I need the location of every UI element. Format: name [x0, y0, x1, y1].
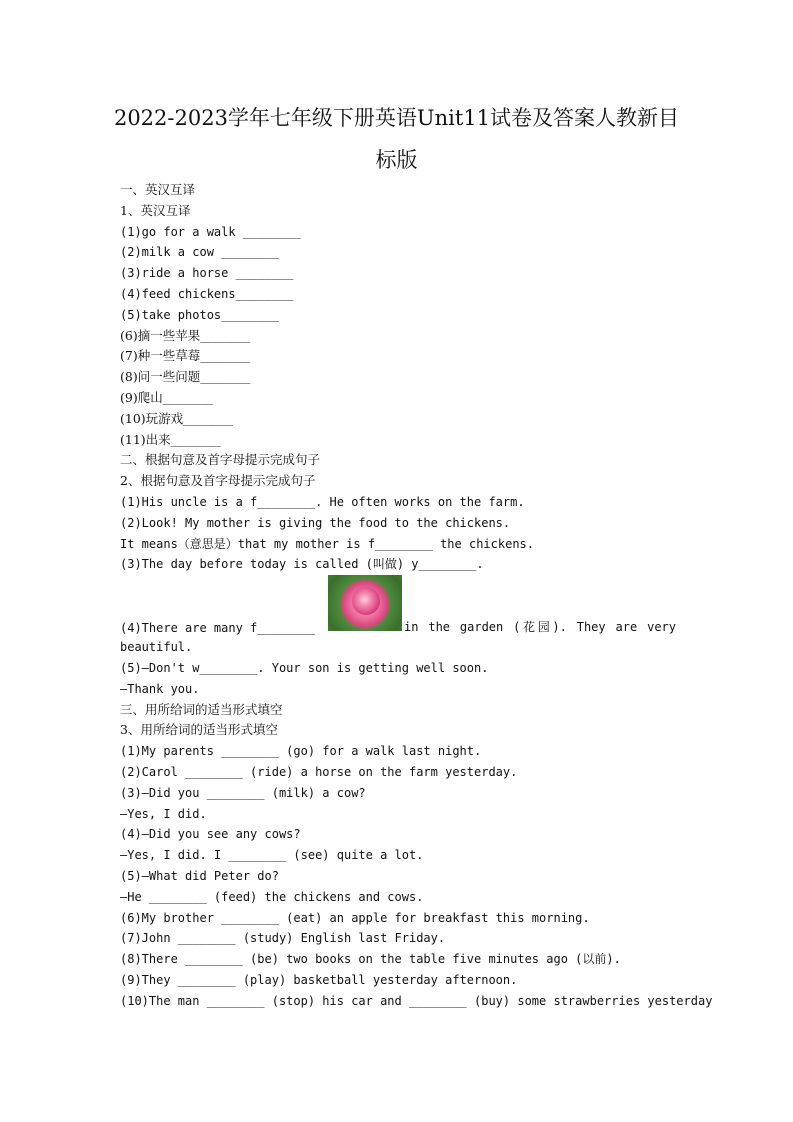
question-line: (3)The day before today is called (叫做) y________.: [120, 557, 484, 572]
question-line: (3)ride a horse ________: [120, 266, 294, 281]
question-line: (5)—What did Peter do?: [120, 868, 279, 883]
question-line: (5)—Don't w________. Your son is getting well soon.: [120, 660, 489, 675]
question-heading: 2、根据句意及首字母提示完成句子: [120, 473, 316, 489]
question-line: (6)摘一些苹果________: [120, 327, 251, 343]
rose-image: [328, 575, 402, 631]
question-line: (4)—Did you see any cows?: [120, 827, 301, 842]
question-line: (9)They ________ (play) basketball yesterday afternoon.: [120, 972, 518, 987]
question-text-left: (4)There are many f________: [120, 621, 316, 636]
question-line: —Yes, I did. I ________ (see) quite a lot.: [120, 848, 424, 863]
question-line: (10)玩游戏________: [120, 410, 234, 426]
question-line: (5)take photos________: [120, 307, 279, 322]
question-line: beautiful.: [120, 640, 193, 655]
question-line: (1)My parents ________ (go) for a walk last night.: [120, 744, 482, 759]
section-heading: 一、英汉互译: [120, 182, 196, 197]
question-line: (9)爬山________: [120, 389, 213, 405]
section-heading: 二、根据句意及首字母提示完成句子: [120, 452, 321, 468]
question-line: (8)问一些问题________: [120, 369, 251, 385]
question-line: (6)My brother ________ (eat) an apple for breakfast this morning.: [120, 910, 590, 925]
question-line: (8)There ________ (be) two books on the table five minutes ago (以前).: [120, 952, 621, 967]
question-line: It means（意思是）that my mother is f________ the chickens.: [120, 536, 535, 551]
question-line: (2)milk a cow ________: [120, 245, 279, 260]
question-line: —Yes, I did.: [120, 806, 207, 821]
title-line-2: 标版: [375, 148, 418, 172]
question-body: [120, 180, 713, 1011]
question-line: (10)The man ________ (stop) his car and ________ (buy) some strawberries yesterday: [120, 993, 713, 1008]
question-line-with-image: [120, 575, 676, 637]
title-line-1: 2022-2023学年七年级下册英语Unit11试卷及答案人教新目: [113, 106, 680, 130]
question-line: (3)—Did you ________ (milk) a cow?: [120, 785, 366, 800]
question-text-right: in the garden (花园). They are very: [404, 620, 676, 635]
question-line: (2)Carol ________ (ride) a horse on the farm yesterday.: [120, 764, 518, 779]
question-line: (1)go for a walk ________: [120, 224, 301, 239]
question-line: (1)His uncle is a f________. He often works on the farm.: [120, 494, 525, 509]
question-line: (7)John ________ (study) English last Friday.: [120, 931, 446, 946]
question-line: —Thank you.: [120, 681, 200, 696]
question-line: —He ________ (feed) the chickens and cows.: [120, 889, 424, 904]
section-heading: 三、用所给词的适当形式填空: [120, 701, 283, 717]
question-line: (4)feed chickens________: [120, 286, 294, 301]
question-line: (2)Look! My mother is giving the food to the chickens.: [120, 515, 511, 530]
question-line: (11)出来________: [120, 431, 221, 447]
question-line: (7)种一些草莓________: [120, 348, 251, 364]
question-heading: 1、英汉互译: [120, 202, 191, 218]
question-heading: 3、用所给词的适当形式填空: [120, 722, 278, 738]
document-title: [100, 97, 693, 181]
